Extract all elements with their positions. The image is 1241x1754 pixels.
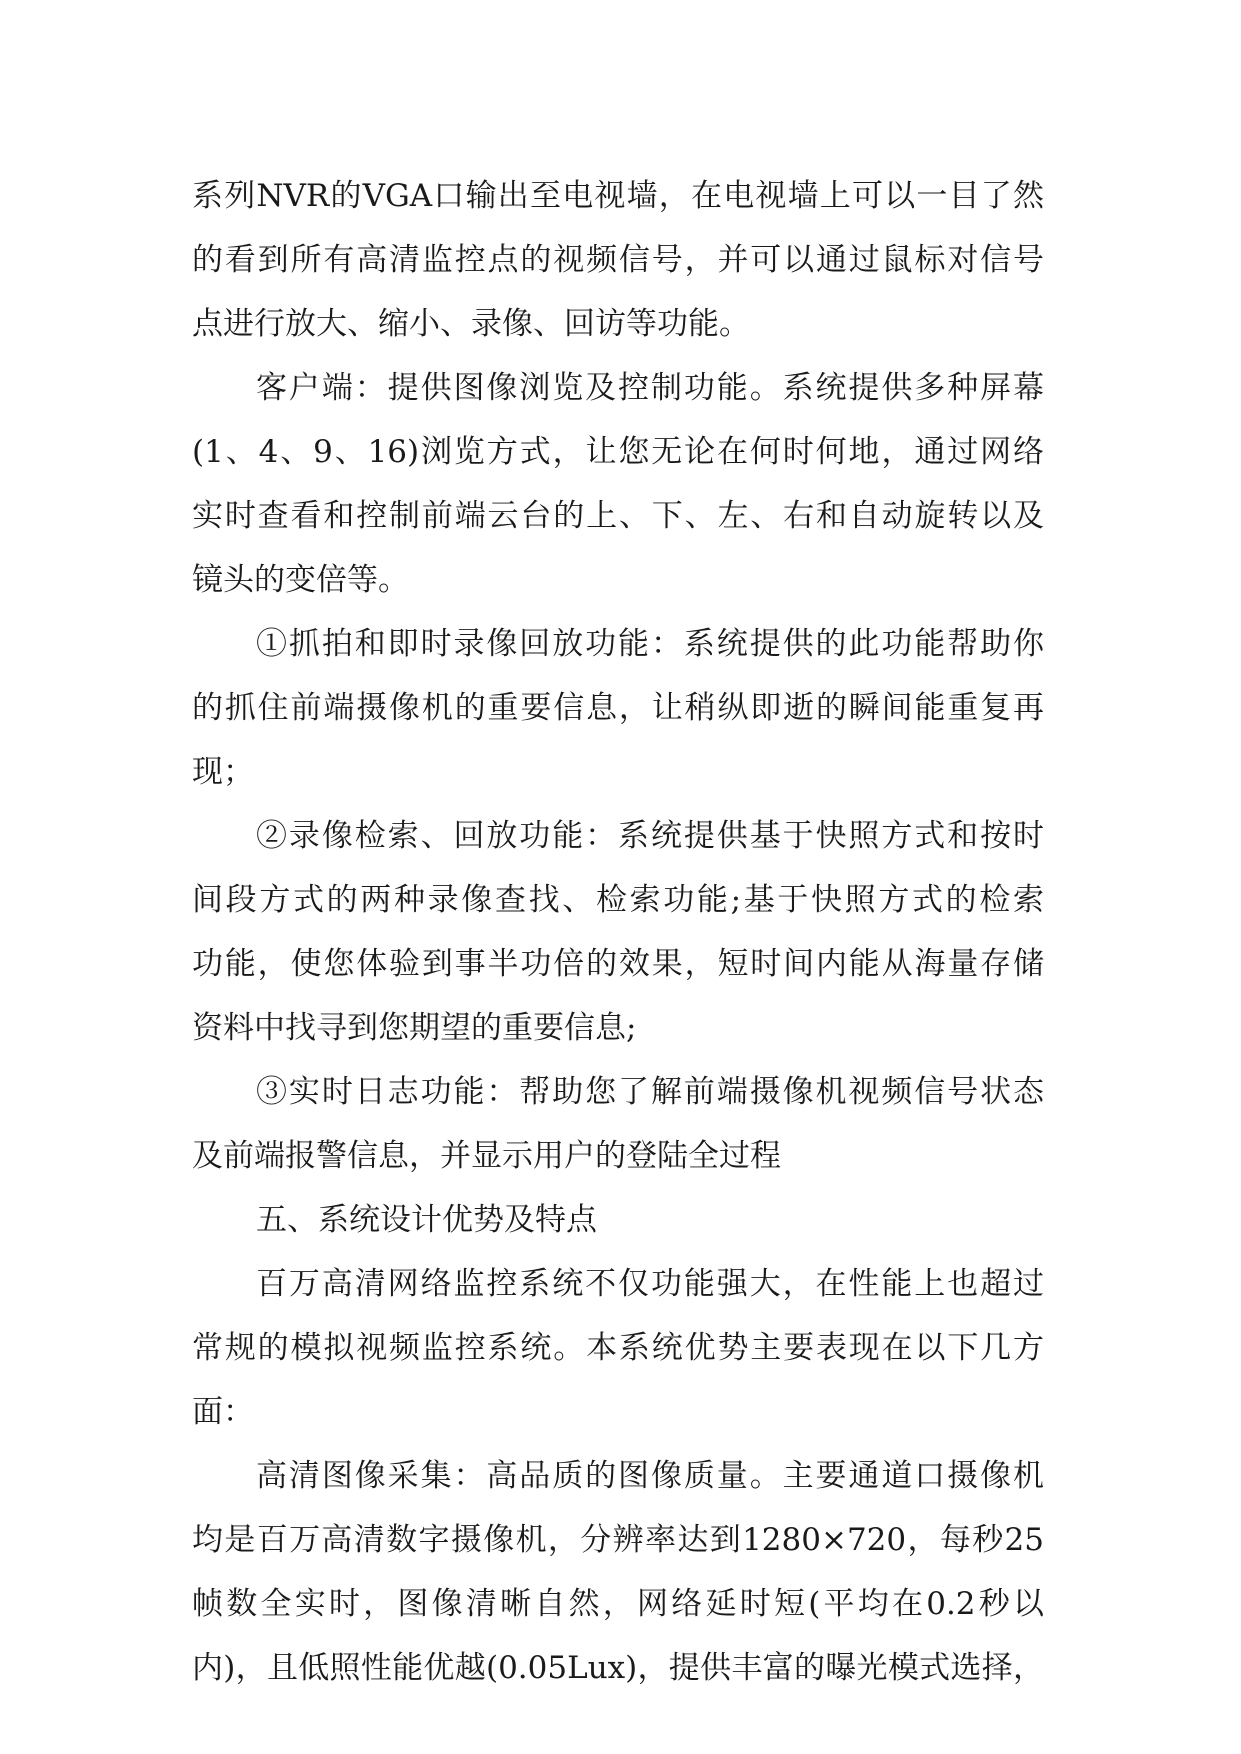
text-line: 间段方式的两种录像查找、检索功能;基于快照方式的检索 [192, 882, 1044, 918]
text-line: 功能，使您体验到事半功倍的效果，短时间内能从海量存储 [192, 946, 1044, 982]
text-line: ③实时日志功能：帮助您了解前端摄像机视频信号状态 [256, 1074, 1044, 1110]
text-line: 系列NVR的VGA口输出至电视墙，在电视墙上可以一目了然 [192, 178, 1044, 214]
text-line: ②录像检索、回放功能：系统提供基于快照方式和按时 [256, 818, 1044, 854]
text-line: 均是百万高清数字摄像机，分辨率达到1280×720，每秒25 [192, 1522, 1044, 1558]
text-line: ①抓拍和即时录像回放功能：系统提供的此功能帮助你 [256, 626, 1044, 662]
text-line: 客户端：提供图像浏览及控制功能。系统提供多种屏幕 [256, 370, 1044, 406]
text-line: 内)，且低照性能优越(0.05Lux)，提供丰富的曝光模式选择， [192, 1650, 1044, 1686]
text-line: 镜头的变倍等。 [192, 562, 409, 598]
text-line: 帧数全实时，图像清晰自然，网络延时短(平均在0.2秒以 [192, 1586, 1044, 1622]
text-line: 高清图像采集：高品质的图像质量。主要通道口摄像机 [256, 1458, 1044, 1494]
text-line: 常规的模拟视频监控系统。本系统优势主要表现在以下几方 [192, 1330, 1044, 1366]
text-line: 点进行放大、缩小、录像、回访等功能。 [192, 306, 750, 342]
text-line: 的看到所有高清监控点的视频信号，并可以通过鼠标对信号 [192, 242, 1044, 278]
text-line: 的抓住前端摄像机的重要信息，让稍纵即逝的瞬间能重复再 [192, 690, 1044, 726]
text-line: 实时查看和控制前端云台的上、下、左、右和自动旋转以及 [192, 498, 1044, 534]
text-line: 百万高清网络监控系统不仅功能强大，在性能上也超过 [256, 1266, 1044, 1302]
text-line: 现； [192, 754, 254, 790]
body-text [192, 164, 1044, 1700]
text-line: 面： [192, 1394, 254, 1430]
text-line: 资料中找寻到您期望的重要信息; [192, 1010, 637, 1046]
text-line: 五、系统设计优势及特点 [256, 1202, 597, 1238]
text-line: (1、4、9、16)浏览方式，让您无论在何时何地，通过网络 [192, 434, 1044, 470]
text-line: 及前端报警信息，并显示用户的登陆全过程 [192, 1138, 781, 1174]
